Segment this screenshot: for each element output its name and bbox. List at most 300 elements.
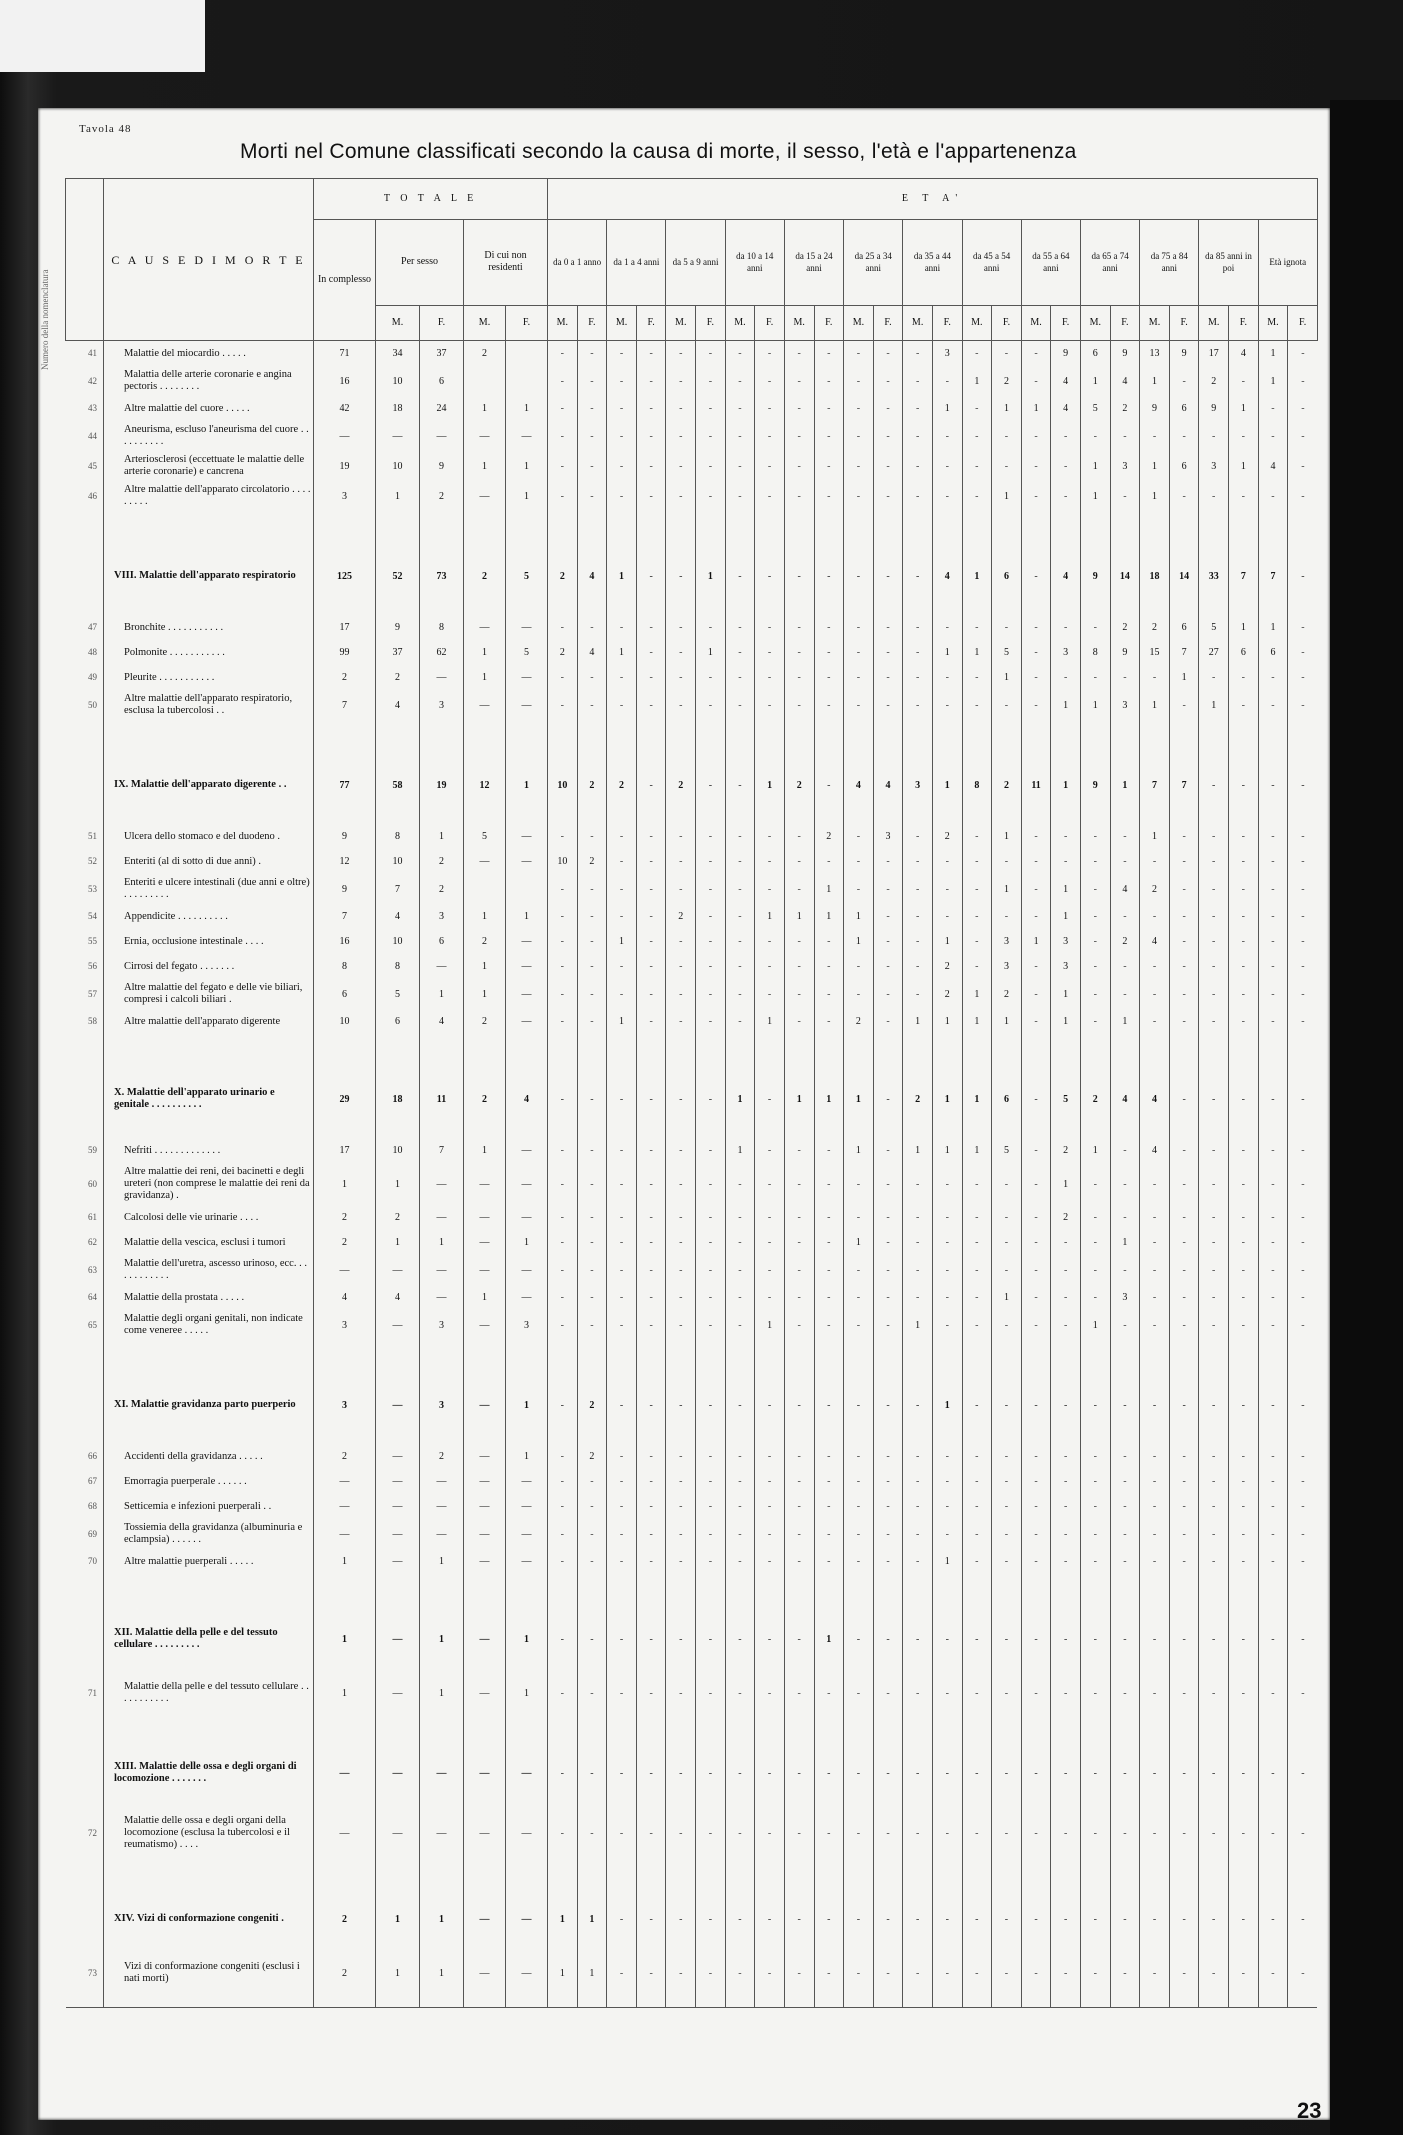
header-f: F.: [814, 305, 844, 340]
age-cell: -: [844, 1519, 874, 1549]
age-cell: -: [725, 1902, 755, 1936]
nonresident-male: —: [464, 1444, 506, 1469]
nonresident-female: 1: [506, 1230, 548, 1255]
table-row: [66, 366, 1318, 396]
age-cell: -: [636, 824, 666, 849]
age-cell: 1: [577, 1958, 607, 1988]
age-cell: -: [725, 1469, 755, 1494]
nonresident-male: 1: [464, 451, 506, 481]
age-cell: 6: [1169, 451, 1199, 481]
age-cell: 1: [962, 1082, 992, 1116]
cause-name: Altre malattie dell'apparato circolatorio . . . . . . . . .: [104, 481, 314, 511]
age-cell: -: [784, 559, 814, 593]
age-cell: -: [577, 1812, 607, 1854]
age-cell: -: [932, 1469, 962, 1494]
age-cell: -: [696, 824, 726, 849]
age-cell: -: [1258, 396, 1288, 421]
age-cell: 1: [1140, 824, 1170, 849]
age-cell: -: [873, 451, 903, 481]
age-cell: -: [1051, 1494, 1081, 1519]
age-cell: -: [696, 929, 726, 954]
age-cell: 1: [992, 396, 1022, 421]
age-cell: -: [1169, 1902, 1199, 1936]
age-cell: -: [903, 396, 933, 421]
age-cell: -: [932, 1205, 962, 1230]
age-cell: -: [992, 1469, 1022, 1494]
age-cell: -: [548, 481, 578, 511]
age-cell: -: [1080, 874, 1110, 904]
age-cell: -: [1169, 1163, 1199, 1205]
female-count: —: [420, 954, 464, 979]
cause-name: Altre malattie dell'apparato respiratorio, esclusa la tubercolosi . .: [104, 690, 314, 720]
age-cell: -: [696, 421, 726, 451]
age-cell: -: [1288, 1205, 1318, 1230]
age-cell: -: [755, 1285, 785, 1310]
age-cell: -: [814, 1549, 844, 1574]
age-cell: -: [1110, 1255, 1140, 1285]
age-cell: 4: [577, 640, 607, 665]
age-cell: 4: [1051, 396, 1081, 421]
female-count: 1: [420, 1622, 464, 1656]
age-cell: -: [1021, 451, 1051, 481]
age-cell: -: [992, 904, 1022, 929]
age-cell: -: [755, 1082, 785, 1116]
age-cell: -: [1258, 1444, 1288, 1469]
total-count: 2: [314, 1958, 376, 1988]
age-cell: -: [932, 1812, 962, 1854]
age-cell: -: [1051, 1622, 1081, 1656]
age-cell: -: [755, 1958, 785, 1988]
header-m: M.: [962, 305, 992, 340]
age-cell: -: [1051, 1549, 1081, 1574]
table-row: [66, 421, 1318, 451]
age-cell: -: [1140, 1310, 1170, 1340]
age-cell: -: [666, 665, 696, 690]
male-count: 18: [376, 1082, 420, 1116]
age-cell: -: [725, 1163, 755, 1205]
age-cell: -: [1288, 421, 1318, 451]
male-count: 5: [376, 979, 420, 1009]
age-cell: -: [636, 640, 666, 665]
age-cell: -: [962, 1388, 992, 1422]
age-cell: -: [1229, 1958, 1259, 1988]
age-cell: 1: [755, 768, 785, 802]
age-cell: -: [1051, 1958, 1081, 1988]
age-cell: -: [784, 1549, 814, 1574]
row-number: 59: [88, 1145, 97, 1155]
row-number: 60: [88, 1178, 97, 1189]
age-cell: 2: [992, 768, 1022, 802]
total-count: 10: [314, 1009, 376, 1034]
age-cell: -: [1258, 481, 1288, 511]
age-cell: -: [903, 1958, 933, 1988]
age-cell: -: [784, 690, 814, 720]
age-cell: -: [1140, 1622, 1170, 1656]
male-count: —: [376, 1310, 420, 1340]
age-cell: -: [1258, 904, 1288, 929]
age-cell: -: [814, 640, 844, 665]
nonresident-female: —: [506, 1138, 548, 1163]
male-count: 1: [376, 1958, 420, 1988]
age-cell: -: [814, 366, 844, 396]
age-cell: 1: [1258, 366, 1288, 396]
age-cell: -: [962, 1756, 992, 1790]
age-cell: -: [1288, 874, 1318, 904]
female-count: 3: [420, 690, 464, 720]
row-spacer: [66, 1656, 1318, 1678]
age-cell: 1: [1051, 874, 1081, 904]
row-number: 73: [88, 1967, 97, 1978]
age-cell: -: [607, 421, 637, 451]
age-cell: -: [755, 979, 785, 1009]
age-cell: -: [1080, 1756, 1110, 1790]
age-cell: -: [784, 1678, 814, 1708]
age-cell: 1: [962, 640, 992, 665]
age-cell: -: [844, 559, 874, 593]
age-cell: -: [755, 929, 785, 954]
age-cell: -: [873, 929, 903, 954]
male-count: 10: [376, 366, 420, 396]
cause-name: Setticemia e infezioni puerperali . .: [104, 1494, 314, 1519]
age-cell: -: [844, 1310, 874, 1340]
age-cell: -: [1199, 481, 1229, 511]
age-cell: 1: [1051, 768, 1081, 802]
age-cell: 1: [1140, 481, 1170, 511]
age-cell: -: [1080, 1205, 1110, 1230]
header-f: F.: [873, 305, 903, 340]
age-cell: -: [696, 1469, 726, 1494]
age-cell: -: [1110, 954, 1140, 979]
header-f: F.: [755, 305, 785, 340]
age-cell: -: [1051, 1469, 1081, 1494]
nonresident-female: —: [506, 1756, 548, 1790]
table-row: [66, 1494, 1318, 1519]
age-cell: 3: [932, 341, 962, 367]
age-cell: -: [1199, 665, 1229, 690]
female-count: —: [420, 1255, 464, 1285]
age-cell: -: [903, 1285, 933, 1310]
age-cell: -: [1229, 366, 1259, 396]
age-cell: -: [784, 481, 814, 511]
age-cell: -: [1229, 874, 1259, 904]
age-cell: -: [636, 615, 666, 640]
age-cell: -: [696, 1205, 726, 1230]
age-cell: -: [755, 1622, 785, 1656]
age-cell: -: [1199, 1138, 1229, 1163]
age-cell: -: [992, 849, 1022, 874]
age-cell: 1: [607, 929, 637, 954]
nonresident-male: —: [464, 1958, 506, 1988]
age-cell: -: [873, 615, 903, 640]
table-row: [66, 341, 1318, 367]
age-cell: -: [755, 366, 785, 396]
nonresident-male: —: [464, 1622, 506, 1656]
age-cell: 9: [1140, 396, 1170, 421]
age-cell: -: [1051, 1902, 1081, 1936]
age-cell: -: [725, 366, 755, 396]
group-row: [66, 1756, 1318, 1790]
age-cell: -: [548, 665, 578, 690]
age-cell: -: [1140, 849, 1170, 874]
age-cell: -: [636, 1388, 666, 1422]
age-cell: 1: [1110, 1230, 1140, 1255]
age-cell: 9: [1080, 559, 1110, 593]
male-count: 4: [376, 1285, 420, 1310]
age-cell: 2: [932, 824, 962, 849]
age-cell: -: [844, 690, 874, 720]
table-row: [66, 451, 1318, 481]
age-cell: -: [1021, 1255, 1051, 1285]
age-cell: -: [1169, 1519, 1199, 1549]
cause-name: Altre malattie dell'apparato digerente: [104, 1009, 314, 1034]
row-number: 43: [88, 403, 97, 413]
age-cell: -: [1080, 1958, 1110, 1988]
age-cell: -: [1258, 1205, 1288, 1230]
age-cell: -: [903, 1812, 933, 1854]
age-cell: -: [725, 451, 755, 481]
cause-name: Bronchite . . . . . . . . . . .: [104, 615, 314, 640]
age-cell: 10: [548, 849, 578, 874]
row-number: [66, 768, 104, 802]
cause-name: Ernia, occlusione intestinale . . . .: [104, 929, 314, 954]
nonresident-female: [506, 874, 548, 904]
age-cell: -: [577, 421, 607, 451]
nonresident-female: —: [506, 1812, 548, 1854]
age-cell: -: [1169, 1469, 1199, 1494]
age-cell: -: [1140, 979, 1170, 1009]
age-cell: -: [1229, 824, 1259, 849]
age-cell: -: [1199, 1812, 1229, 1854]
age-cell: -: [1021, 1678, 1051, 1708]
age-cell: -: [725, 1958, 755, 1988]
age-cell: -: [992, 1549, 1022, 1574]
age-cell: -: [1229, 1519, 1259, 1549]
age-cell: -: [992, 1902, 1022, 1936]
cause-name: VIII. Malattie dell'apparato respiratorio: [104, 559, 314, 593]
age-cell: -: [1258, 1519, 1288, 1549]
age-cell: -: [1258, 1812, 1288, 1854]
age-cell: 10: [548, 768, 578, 802]
age-cell: -: [725, 1388, 755, 1422]
age-cell: -: [548, 1310, 578, 1340]
age-cell: -: [548, 874, 578, 904]
nonresident-male: 12: [464, 768, 506, 802]
age-cell: -: [784, 954, 814, 979]
age-cell: -: [1140, 1255, 1170, 1285]
age-cell: -: [1229, 954, 1259, 979]
nonresident-male: —: [464, 481, 506, 511]
age-cell: 18: [1140, 559, 1170, 593]
age-cell: -: [844, 1388, 874, 1422]
age-cell: -: [992, 1388, 1022, 1422]
age-cell: -: [1169, 481, 1199, 511]
age-cell: -: [725, 874, 755, 904]
age-cell: -: [755, 665, 785, 690]
total-count: 2: [314, 1444, 376, 1469]
age-cell: -: [666, 421, 696, 451]
age-cell: -: [1021, 1812, 1051, 1854]
row-number: 48: [88, 647, 97, 657]
age-cell: -: [1288, 559, 1318, 593]
age-cell: 2: [784, 768, 814, 802]
age-cell: -: [607, 1285, 637, 1310]
row-number: [66, 1388, 104, 1422]
cause-name: Altre malattie del fegato e delle vie biliari, compresi i calcoli biliari .: [104, 979, 314, 1009]
age-cell: -: [1199, 1494, 1229, 1519]
age-cell: -: [932, 1230, 962, 1255]
age-cell: -: [1288, 1230, 1318, 1255]
age-cell: -: [1051, 1230, 1081, 1255]
nonresident-female: —: [506, 1285, 548, 1310]
age-cell: -: [725, 1519, 755, 1549]
side-note: Numero della nomenclatura: [40, 269, 50, 370]
age-cell: -: [962, 1230, 992, 1255]
male-count: —: [376, 1549, 420, 1574]
row-number: 51: [88, 831, 97, 841]
age-cell: -: [636, 1678, 666, 1708]
table-row: [66, 1285, 1318, 1310]
scan-margin: [0, 0, 205, 72]
age-cell: -: [1258, 1255, 1288, 1285]
age-cell: -: [1140, 1678, 1170, 1708]
age-cell: -: [1258, 1756, 1288, 1790]
age-cell: -: [607, 1958, 637, 1988]
total-count: 12: [314, 849, 376, 874]
age-cell: -: [903, 954, 933, 979]
age-cell: -: [1110, 481, 1140, 511]
age-cell: -: [1229, 1009, 1259, 1034]
age-cell: -: [1258, 1230, 1288, 1255]
age-cell: -: [784, 1009, 814, 1034]
age-cell: -: [755, 1756, 785, 1790]
age-cell: -: [696, 1494, 726, 1519]
age-cell: -: [873, 1082, 903, 1116]
nonresident-male: 1: [464, 665, 506, 690]
age-cell: -: [903, 559, 933, 593]
age-cell: -: [725, 1622, 755, 1656]
age-cell: -: [1110, 1902, 1140, 1936]
age-cell: -: [1288, 451, 1318, 481]
age-cell: 9: [1110, 341, 1140, 367]
age-cell: -: [962, 1444, 992, 1469]
age-cell: -: [1288, 1082, 1318, 1116]
age-cell: -: [784, 1958, 814, 1988]
age-cell: -: [1080, 1812, 1110, 1854]
age-cell: -: [607, 954, 637, 979]
header-per-sesso: Per sesso: [376, 220, 464, 306]
cause-name: Accidenti della gravidanza . . . . .: [104, 1444, 314, 1469]
age-cell: -: [1229, 1310, 1259, 1340]
age-cell: -: [1169, 1285, 1199, 1310]
age-cell: 6: [992, 1082, 1022, 1116]
age-cell: 1: [696, 559, 726, 593]
female-count: 6: [420, 929, 464, 954]
age-cell: -: [607, 481, 637, 511]
total-count: 4: [314, 1285, 376, 1310]
age-cell: -: [932, 1958, 962, 1988]
age-cell: -: [548, 1469, 578, 1494]
cause-name: Vizi di conformazione congeniti (esclusi i nati morti): [104, 1958, 314, 1988]
nonresident-male: —: [464, 1756, 506, 1790]
cause-name: Malattie della vescica, esclusi i tumori: [104, 1230, 314, 1255]
age-cell: -: [1258, 954, 1288, 979]
total-count: 1: [314, 1678, 376, 1708]
age-cell: -: [814, 396, 844, 421]
nonresident-male: 2: [464, 1082, 506, 1116]
age-cell: -: [607, 904, 637, 929]
age-cell: -: [962, 1902, 992, 1936]
row-number: 53: [88, 883, 97, 894]
cause-name: Altre malattie dei reni, dei bacinetti e degli ureteri (non comprese le malattie dei reni da gravidanza) .: [104, 1163, 314, 1205]
age-cell: -: [548, 1519, 578, 1549]
age-cell: -: [636, 979, 666, 1009]
row-number: 52: [88, 856, 97, 866]
age-cell: -: [1229, 1549, 1259, 1574]
nonresident-male: —: [464, 1519, 506, 1549]
age-cell: -: [666, 1902, 696, 1936]
nonresident-female: —: [506, 1009, 548, 1034]
header-age-group: da 55 a 64 anni: [1021, 220, 1080, 306]
row-number: 66: [88, 1451, 97, 1461]
age-cell: -: [932, 1285, 962, 1310]
age-cell: -: [636, 768, 666, 802]
age-cell: -: [844, 615, 874, 640]
age-cell: -: [873, 1494, 903, 1519]
row-number: 63: [88, 1264, 97, 1275]
female-count: 1: [420, 1549, 464, 1574]
age-cell: -: [873, 1622, 903, 1656]
age-cell: -: [873, 421, 903, 451]
age-cell: -: [577, 341, 607, 367]
age-cell: -: [814, 1469, 844, 1494]
age-cell: -: [607, 1494, 637, 1519]
age-cell: -: [1288, 366, 1318, 396]
cause-name: Cirrosi del fegato . . . . . . .: [104, 954, 314, 979]
age-cell: -: [1080, 1519, 1110, 1549]
age-cell: -: [1140, 1230, 1170, 1255]
age-cell: 1: [932, 396, 962, 421]
age-cell: -: [1140, 1549, 1170, 1574]
female-count: 1: [420, 1230, 464, 1255]
age-cell: -: [666, 1494, 696, 1519]
age-cell: -: [903, 1230, 933, 1255]
female-count: —: [420, 665, 464, 690]
age-cell: -: [784, 1285, 814, 1310]
cause-name: Malattia delle arterie coronarie e angina pectoris . . . . . . . .: [104, 366, 314, 396]
age-cell: -: [844, 451, 874, 481]
age-cell: -: [1229, 1678, 1259, 1708]
male-count: 10: [376, 1138, 420, 1163]
total-count: 2: [314, 1205, 376, 1230]
age-cell: -: [1258, 1009, 1288, 1034]
age-cell: -: [696, 1519, 726, 1549]
cause-name: Tossiemia della gravidanza (albuminuria e eclampsia) . . . . . .: [104, 1519, 314, 1549]
age-cell: 3: [1051, 929, 1081, 954]
table-row: [66, 1009, 1318, 1034]
age-cell: -: [1051, 1444, 1081, 1469]
age-cell: -: [548, 451, 578, 481]
age-cell: 2: [814, 824, 844, 849]
age-cell: -: [636, 1756, 666, 1790]
age-cell: -: [932, 690, 962, 720]
age-cell: -: [548, 824, 578, 849]
female-count: 1: [420, 1678, 464, 1708]
cause-name: XI. Malattie gravidanza parto puerperio: [104, 1388, 314, 1422]
age-cell: -: [1080, 979, 1110, 1009]
age-cell: -: [814, 481, 844, 511]
age-cell: -: [1169, 1205, 1199, 1230]
row-number: 62: [88, 1237, 97, 1247]
